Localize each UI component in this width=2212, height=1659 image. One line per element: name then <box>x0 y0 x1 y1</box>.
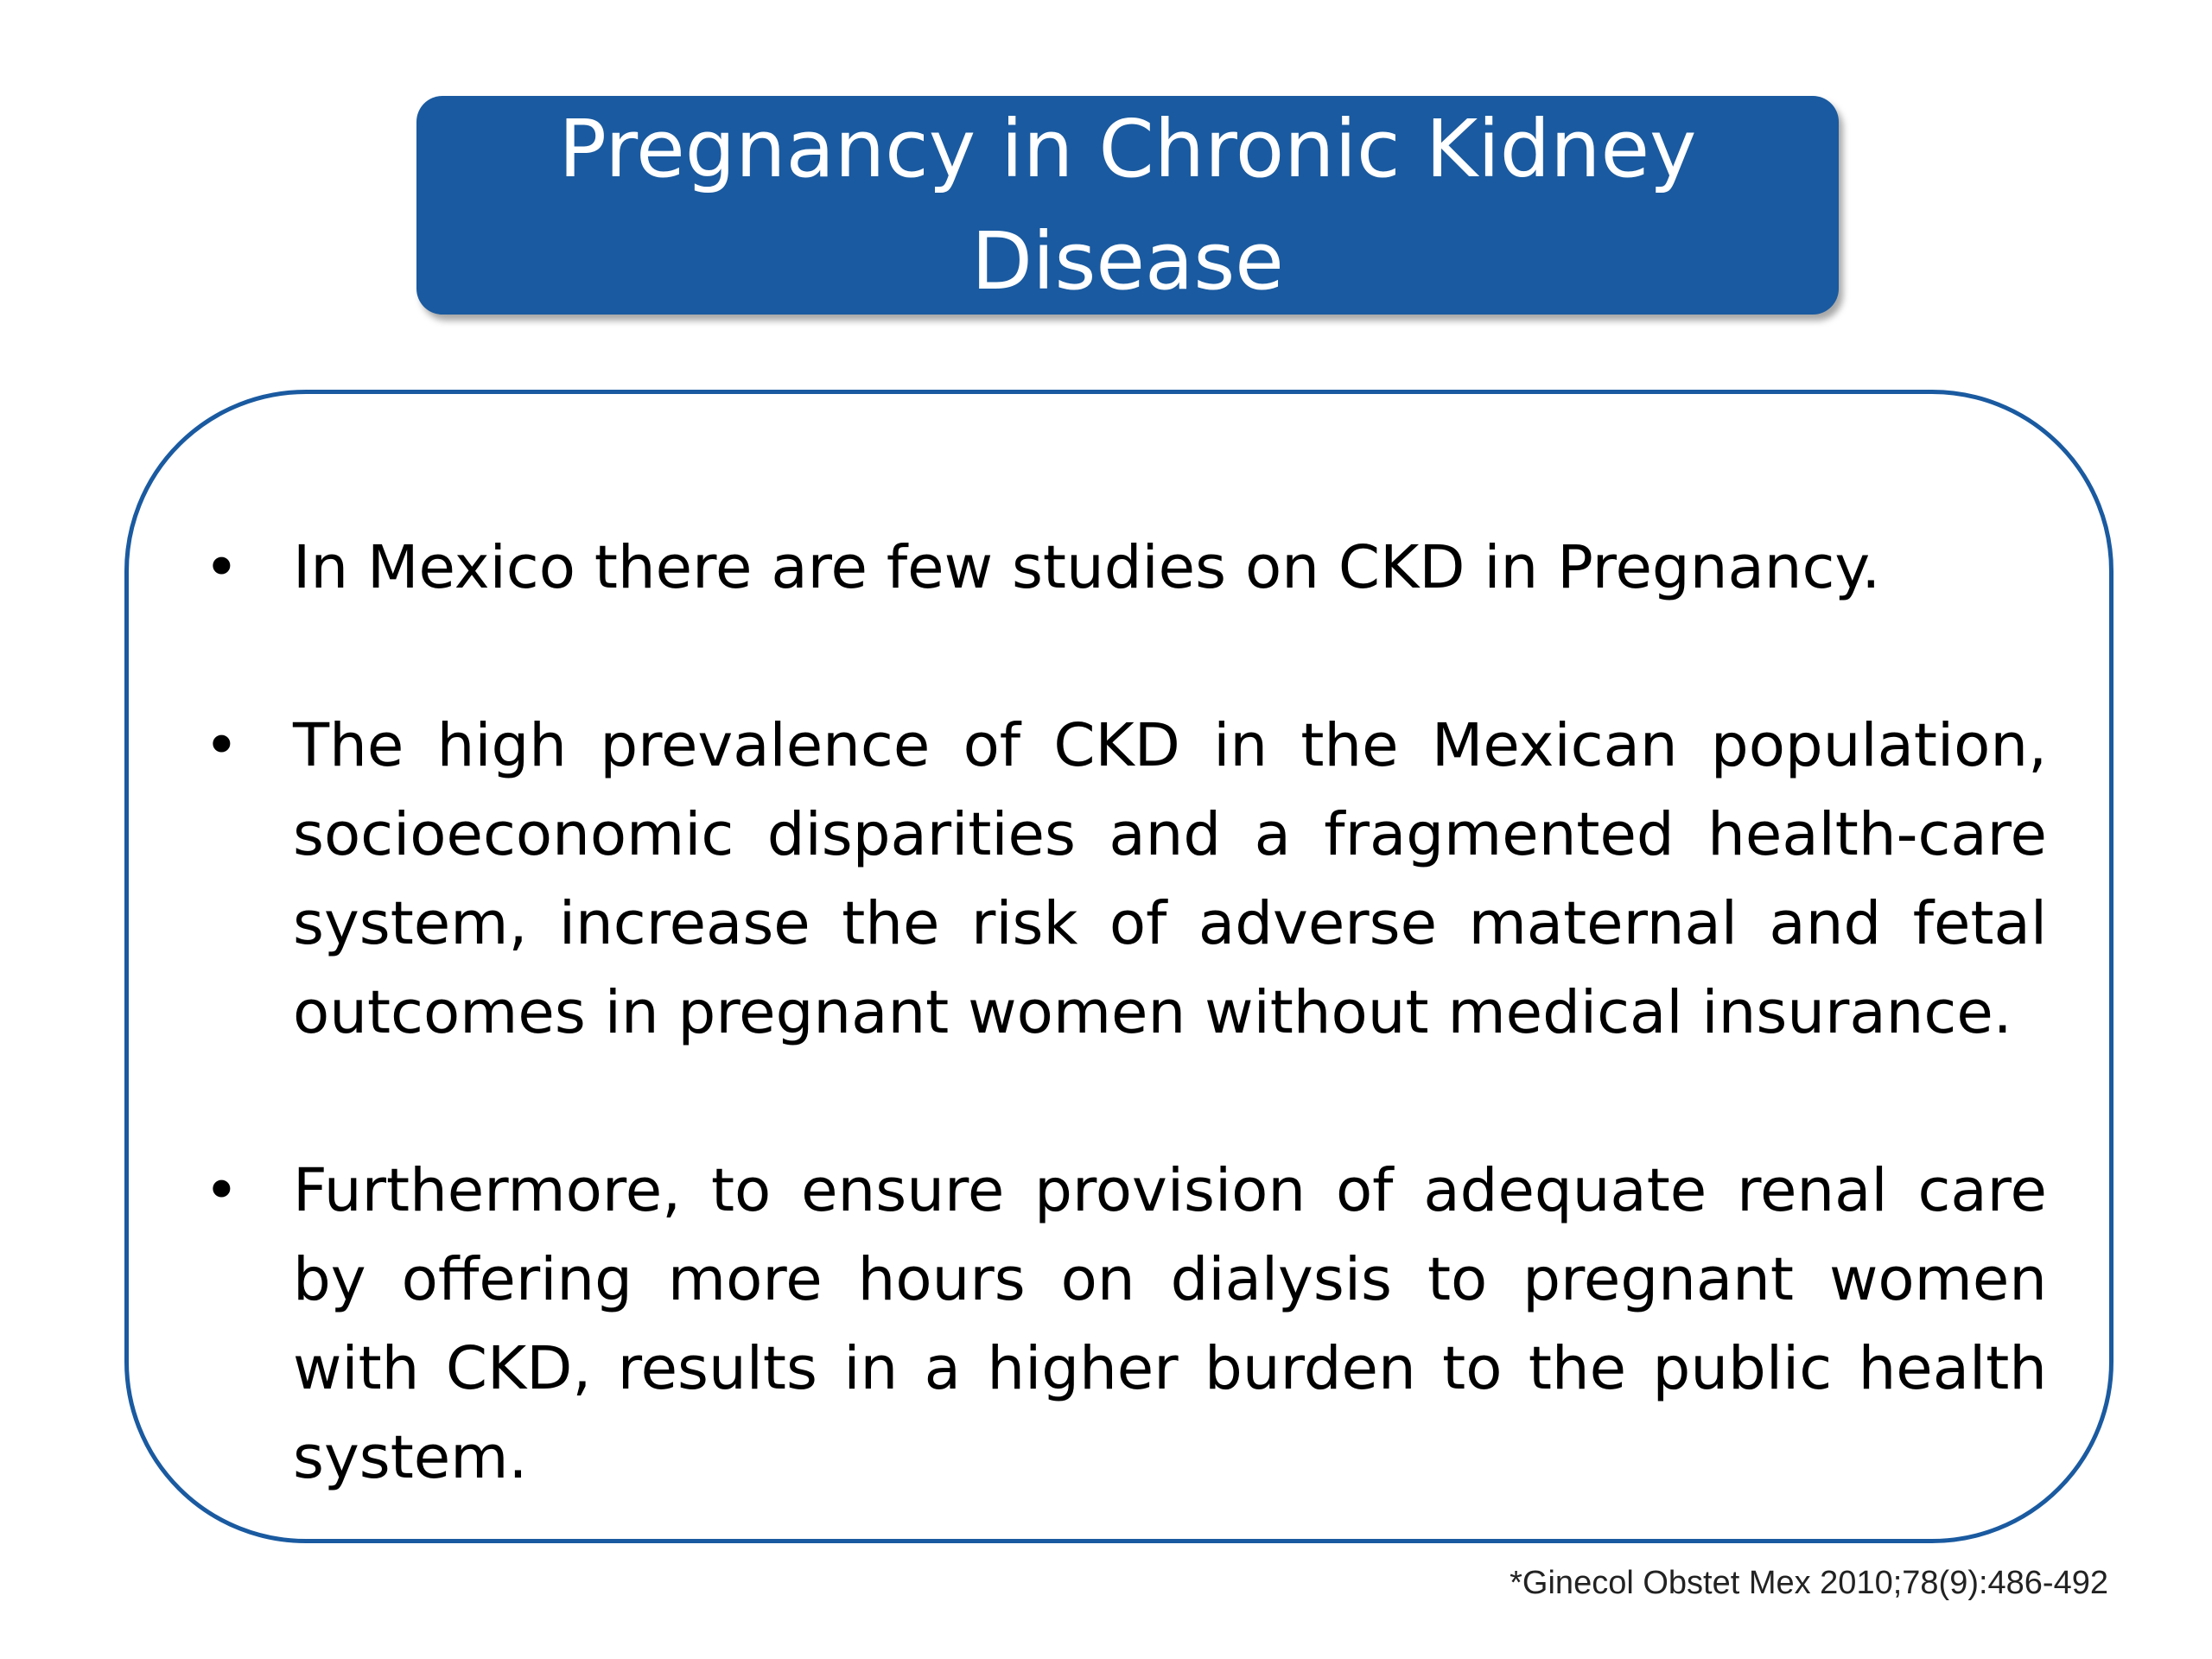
citation: *Ginecol Obstet Mex 2010;78(9):486-492 <box>1510 1565 2108 1601</box>
bullet-item <box>204 524 2047 613</box>
content-panel <box>124 390 2113 1543</box>
bullet-marker: • <box>204 711 239 780</box>
bullet-text: The high prevalence of CKD in the Mexican population, socioeconomic disparities and a fragmented health-care system, increase the risk of adverse maternal and fetal outcomes in pregnant women without medical insurance. <box>293 711 2047 1047</box>
title-banner <box>416 96 1839 315</box>
bullet-marker: • <box>204 1156 239 1225</box>
slide-title-line-1: Pregnancy in Chronic Kidney <box>558 102 1697 195</box>
slide-title-line-2: Disease <box>971 214 1284 308</box>
bullet-item <box>204 702 2047 1058</box>
bullet-item <box>204 1147 2047 1503</box>
slide-title <box>480 93 1776 318</box>
bullet-text: Furthermore, to ensure provision of adequate renal care by offering more hours on dialysis to pregnant women with CKD, results in a higher burden to the public health system. <box>293 1156 2047 1492</box>
bullet-text: In Mexico there are few studies on CKD in Pregnancy. <box>293 533 1881 602</box>
bullet-marker: • <box>204 533 239 602</box>
